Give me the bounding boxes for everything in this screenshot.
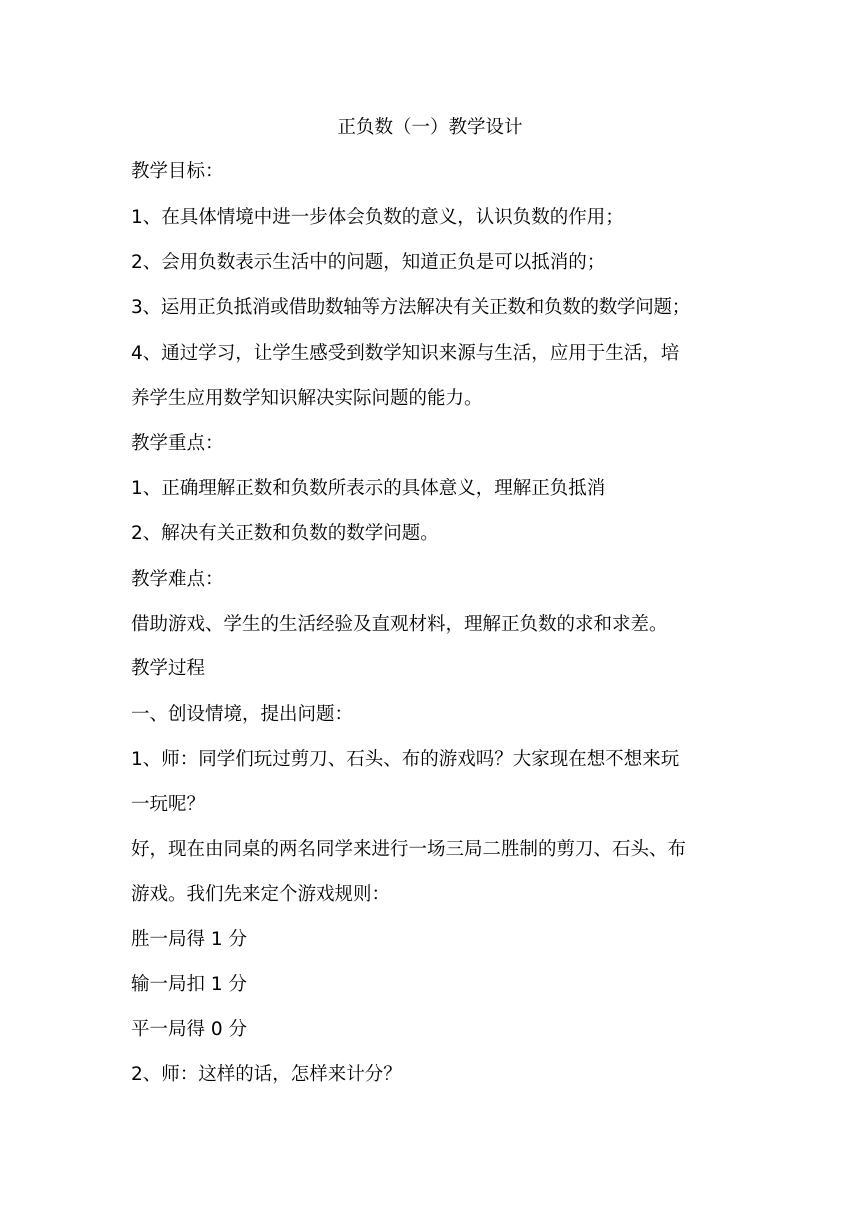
process-paragraph-2: 好，现在由同桌的两名同学来进行一场三局二胜制的剪刀、石头、布	[131, 839, 687, 860]
process-question-2: 2、师：这样的话，怎样来计分？	[131, 1064, 402, 1085]
rule-win: 胜一局得 1 分	[131, 929, 248, 950]
goal-item-4-continued: 养学生应用数学知识解决实际问题的能力。	[131, 388, 483, 409]
heading-teaching-process: 教学过程	[131, 658, 206, 679]
key-point-1: 1、正确理解正数和负数所表示的具体意义，理解正负抵消	[131, 478, 606, 499]
document-title: 正负数（一）教学设计	[337, 117, 523, 138]
process-paragraph-1-continued: 一玩呢？	[131, 794, 206, 815]
process-paragraph-2-continued: 游戏。我们先来定个游戏规则：	[131, 884, 391, 905]
heading-difficulties: 教学难点：	[131, 569, 224, 590]
process-paragraph-1: 1、师：同学们玩过剪刀、石头、布的游戏吗？大家现在想不想来玩	[131, 749, 680, 770]
process-section-1: 一、创设情境，提出问题：	[131, 704, 354, 725]
heading-teaching-goals: 教学目标：	[131, 161, 224, 182]
key-point-2: 2、解决有关正数和负数的数学问题。	[131, 523, 439, 544]
goal-item-2: 2、会用负数表示生活中的问题，知道正负是可以抵消的；	[131, 252, 606, 273]
rule-draw: 平一局得 0 分	[131, 1019, 248, 1040]
goal-item-4: 4、通过学习，让学生感受到数学知识来源与生活，应用于生活，培	[131, 343, 680, 364]
goal-item-1: 1、在具体情境中进一步体会负数的意义，认识负数的作用；	[131, 207, 624, 228]
goal-item-3: 3、运用正负抵消或借助数轴等方法解决有关正数和负数的数学问题；	[131, 297, 691, 318]
difficulty-text: 借助游戏、学生的生活经验及直观材料，理解正负数的求和求差。	[131, 614, 668, 635]
rule-lose: 输一局扣 1 分	[131, 974, 248, 995]
heading-key-points: 教学重点：	[131, 433, 224, 454]
